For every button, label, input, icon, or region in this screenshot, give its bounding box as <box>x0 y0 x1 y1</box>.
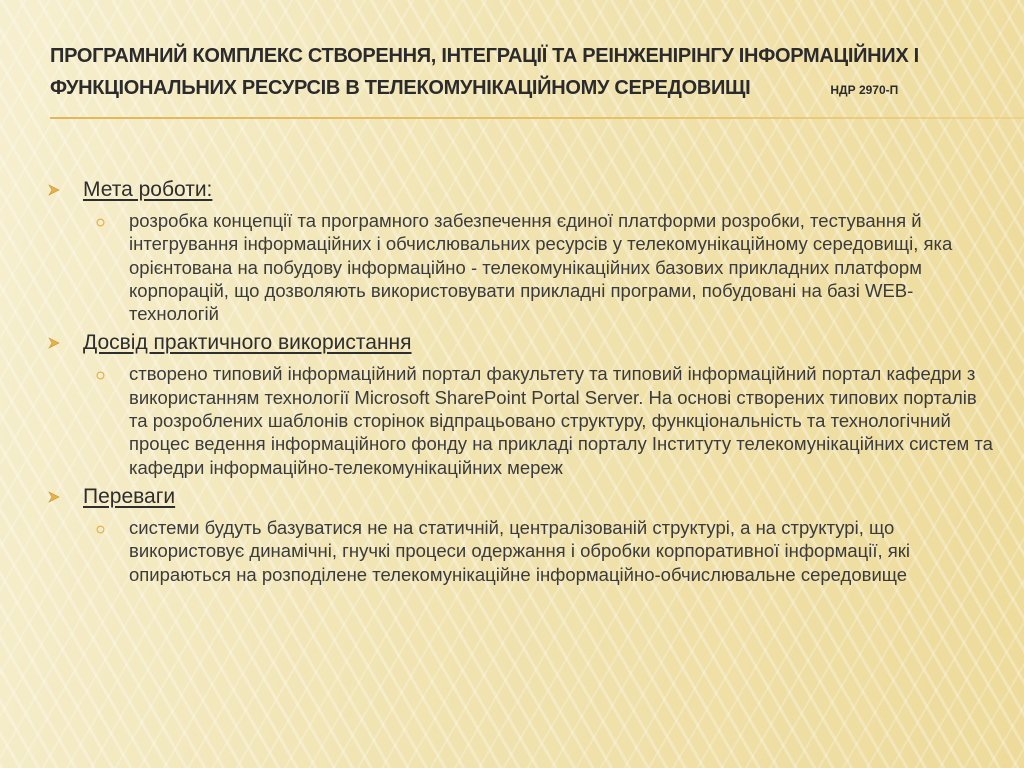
slide-body <box>48 176 998 590</box>
section-heading-text: Досвід практичного використання <box>83 331 412 355</box>
section-heading-text: Мета роботи: <box>83 178 213 201</box>
arrowhead-bullet-icon <box>48 491 60 503</box>
section-experience <box>48 329 998 478</box>
section-item-text: розробка концепції та програмного забезпечення єдиної платформи розробки, тестування й інтегрування інформаційних і обчислювальних ресурсів у телекомунікаційному середовищі, яка орієнтована на побудову інформаційно - телекомунікаційних базових прикладних платформ корпорацій, що дозволяють використовувати прикладні програми, побудовані на базі WEB-технологій <box>129 210 953 325</box>
section-heading-text: Переваги <box>83 484 176 508</box>
project-code: НДР 2970-П <box>830 83 899 97</box>
slide-title-text: ПРОГРАМНИЙ КОМПЛЕКС СТВОРЕННЯ, ІНТЕГРАЦІЇ ТА РЕІНЖЕНІРІНГУ ІНФОРМАЦІЙНИХ І ФУНКЦІОНАЛЬНИХ РЕСУРСІВ В ТЕЛЕКОМУНІКАЦІЙНОМУ СЕРЕДОВИЩІ <box>50 45 919 99</box>
section-goal <box>48 176 998 325</box>
section-item-text: створено типовий інформаційний портал факультету та типовий інформаційний портал кафедри з використанням технології Microsoft SharePoint Portal Server. На основі створених типових порталів та розроблених шаблонів сторінок відпрацьовано структуру, функціональність та технологічний процес ведення інформаційного фонду на прикладі порталу Інституту телекомунікаційних систем та кафедри інформаційно-телекомунікаційних мереж <box>129 363 993 478</box>
arrowhead-bullet-icon <box>48 337 60 349</box>
section-item <box>48 209 998 325</box>
hollow-circle-bullet-icon <box>96 218 105 227</box>
hollow-circle-bullet-icon <box>96 371 105 380</box>
section-item <box>48 516 998 586</box>
section-heading <box>48 329 998 359</box>
section-heading <box>48 483 998 513</box>
hollow-circle-bullet-icon <box>96 525 105 534</box>
arrowhead-bullet-icon <box>48 184 60 196</box>
section-item-text: системи будуть базуватися не на статичній, централізованій структурі, а на структурі, що використовує динамічні, гнучкі процеси одержання і обробки корпоративної інформації, які опираються на розподілене телекомунікаційне інформаційно-обчислювальне середовище <box>129 516 910 585</box>
slide-title <box>50 40 990 106</box>
title-divider <box>50 117 1024 119</box>
section-advantages <box>48 483 998 586</box>
section-item <box>48 362 998 478</box>
section-heading <box>48 176 998 206</box>
